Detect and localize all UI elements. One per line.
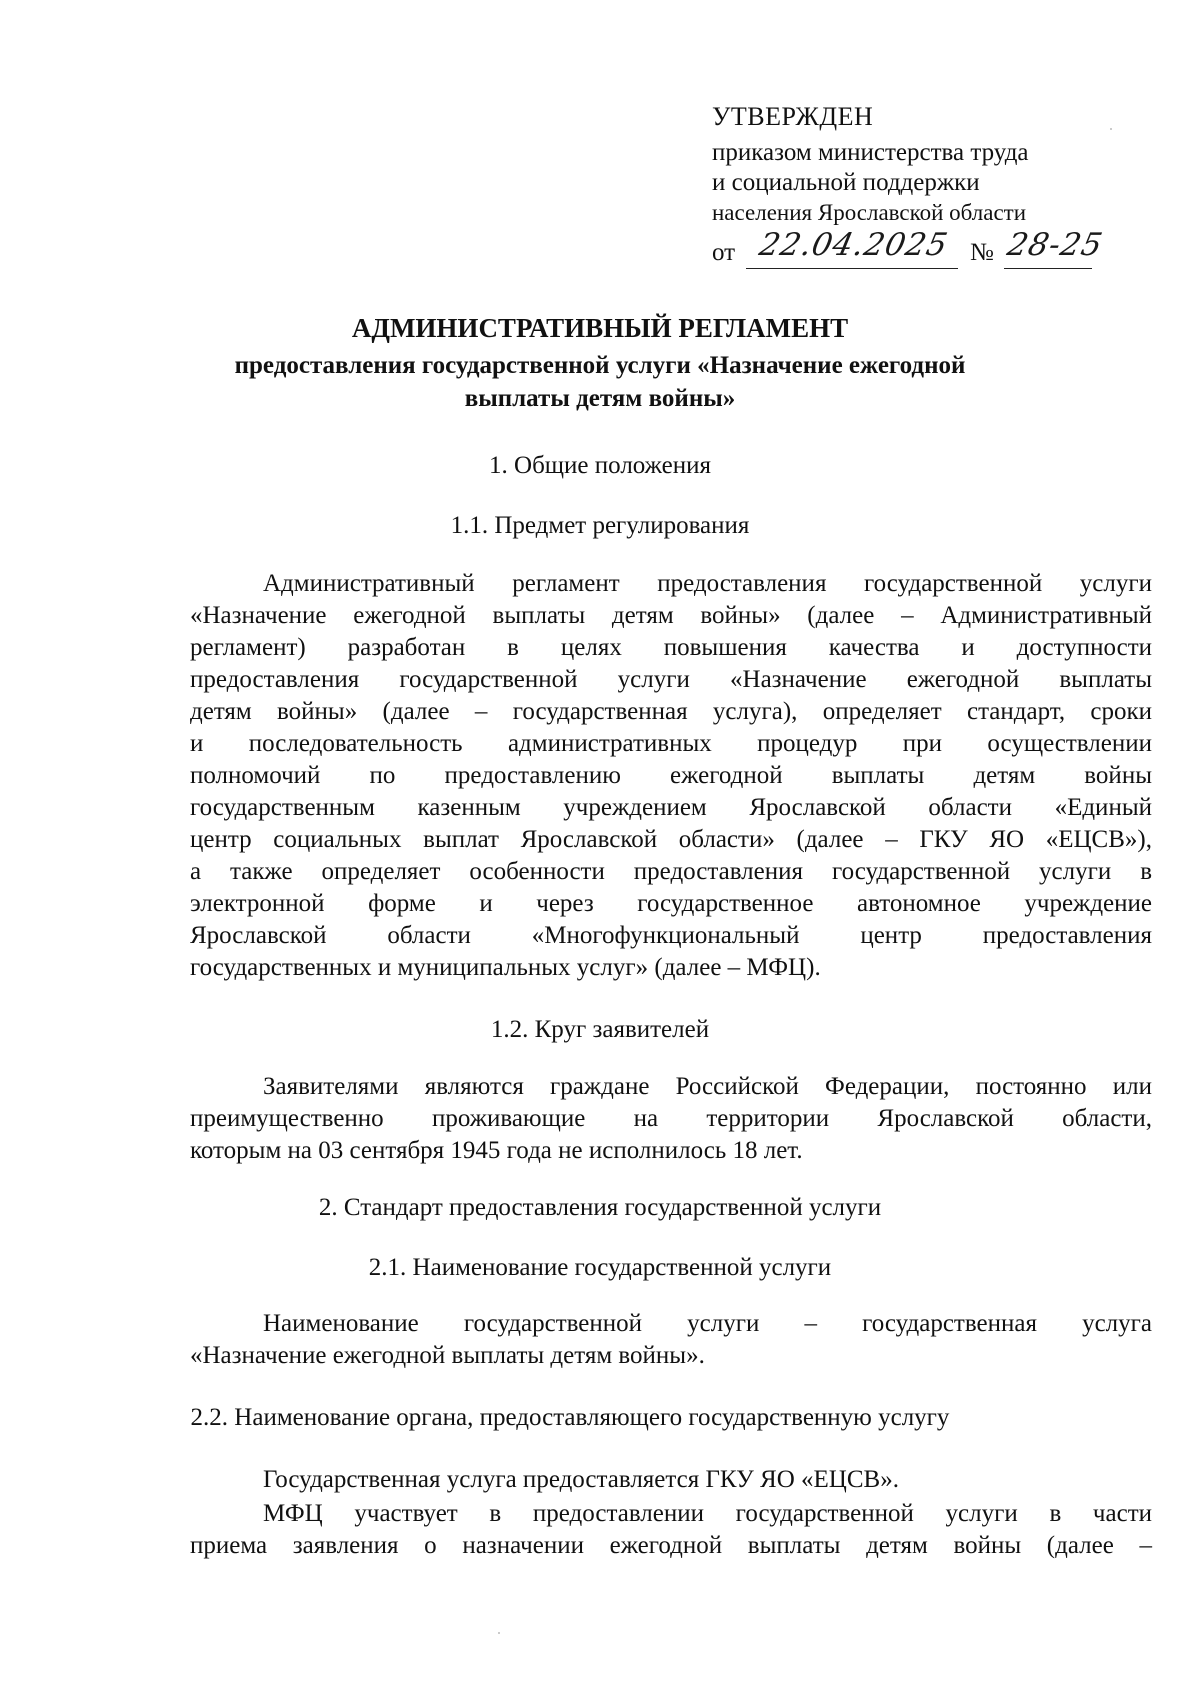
section-heading-2-1: 2.1. Наименование государственной услуги: [368, 1254, 832, 1281]
order-date-field: [746, 227, 958, 269]
section-heading-2-2: 2.2. Наименование органа, предоставляющего государственную услугу: [190, 1404, 950, 1431]
paragraph-line: и последовательность административных процедур при осуществлении: [190, 730, 1152, 757]
paragraph-line: преимущественно проживающие на территории Ярославской области,: [190, 1105, 1152, 1132]
date-prefix: от: [712, 239, 736, 266]
paragraph-line: Административный регламент предоставления государственной услуги: [263, 570, 1152, 597]
paragraph-line: а также определяет особенности предоставления государственной услуги в: [190, 858, 1152, 885]
section-heading-1-2: 1.2. Круг заявителей: [490, 1016, 710, 1043]
document-subtitle-line-1: предоставления государственной услуги «Назначение ежегодной: [234, 352, 966, 379]
paragraph-line: полномочий по предоставлению ежегодной выплаты детям войны: [190, 762, 1152, 789]
paragraph-line: Государственная услуга предоставляется ГКУ ЯО «ЕЦСВ».: [263, 1466, 899, 1493]
approval-block: [712, 102, 1132, 274]
paragraph-applicants: [190, 1071, 1152, 1167]
handwritten-date: 22.04.2025: [756, 227, 952, 263]
order-number-field: [1004, 227, 1107, 269]
scan-speck: [498, 1632, 500, 1634]
paragraph-line: «Назначение ежегодной выплаты детям войны» (далее – Административный: [190, 602, 1152, 629]
approval-line-2: и социальной поддержки: [712, 169, 980, 196]
paragraph-line: государственных и муниципальных услуг» (далее – МФЦ).: [190, 954, 821, 981]
order-date-number-line: [712, 227, 1132, 274]
paragraph-line: Заявителями являются граждане Российской Федерации, постоянно или: [263, 1073, 1152, 1100]
paragraph-provider: [190, 1464, 1152, 1496]
document-subtitle-line-2: выплаты детям войны»: [464, 385, 736, 412]
paragraph-line: МФЦ участвует в предоставлении государственной услуги в части: [263, 1500, 1152, 1527]
document-title: АДМИНИСТРАТИВНЫЙ РЕГЛАМЕНТ: [351, 313, 849, 343]
approval-line-1: приказом министерства труда: [712, 139, 1029, 166]
paragraph-line: государственным казенным учреждением Ярославской области «Единый: [190, 794, 1152, 821]
paragraph-line: которым на 03 сентября 1945 года не исполнилось 18 лет.: [190, 1137, 803, 1164]
paragraph-service-name: [190, 1308, 1152, 1372]
paragraph-line: приема заявления о назначении ежегодной выплаты детям войны (далее –: [190, 1532, 1152, 1559]
paragraph-line: центр социальных выплат Ярославской области» (далее – ГКУ ЯО «ЕЦСВ»),: [190, 826, 1152, 853]
scan-speck: [1110, 128, 1112, 130]
paragraph-subject: [190, 568, 1152, 984]
paragraph-line: Ярославской области «Многофункциональный центр предоставления: [190, 922, 1152, 949]
section-heading-2: 2. Стандарт предоставления государственной услуги: [318, 1194, 882, 1221]
paragraph-line: электронной форме и через государственное автономное учреждение: [190, 890, 1152, 917]
approval-line-3: населения Ярославской области: [712, 200, 1027, 225]
paragraph-line: предоставления государственной услуги «Назначение ежегодной выплаты: [190, 666, 1152, 693]
section-heading-1-1: 1.1. Предмет регулирования: [450, 512, 750, 539]
number-prefix: №: [970, 239, 994, 266]
paragraph-line: регламент) разработан в целях повышения качества и доступности: [190, 634, 1152, 661]
paragraph-mfc: [190, 1498, 1152, 1562]
approval-heading: УТВЕРЖДЕН: [712, 102, 874, 131]
paragraph-line: Наименование государственной услуги – государственная услуга: [263, 1310, 1152, 1337]
handwritten-number: 28-25: [1004, 227, 1107, 263]
paragraph-line: «Назначение ежегодной выплаты детям войны».: [190, 1342, 705, 1369]
paragraph-line: детям войны» (далее – государственная услуга), определяет стандарт, сроки: [190, 698, 1152, 725]
section-heading-1: 1. Общие положения: [489, 452, 711, 479]
